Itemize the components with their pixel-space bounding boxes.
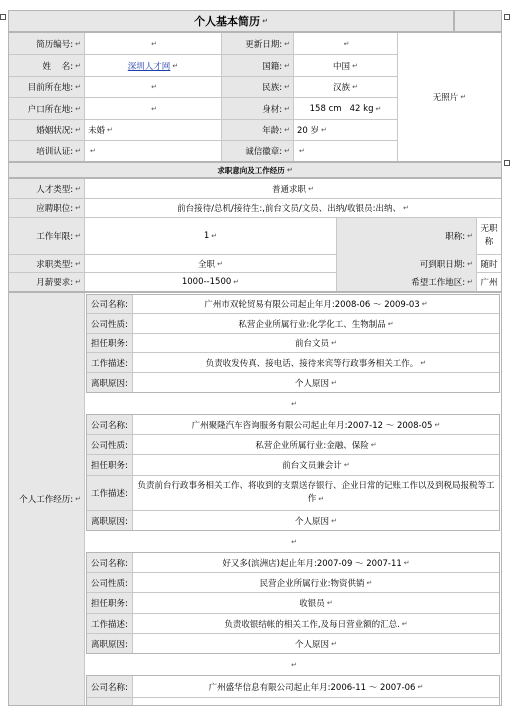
ethnicity-label: 民族: ↵ (262, 83, 290, 93)
job-position-label: 担任职务: (91, 339, 128, 349)
nature-label: 公司性质: (91, 578, 128, 589)
leave-value: 个人原因 ↵ (295, 516, 337, 527)
age-value: 20 岁 ↵ (297, 126, 327, 136)
company-label: 公司名称: (91, 420, 128, 431)
credit-label: 诚信徽章: ↵ (245, 147, 290, 157)
page-title: 个人基本简历 ↵ (194, 15, 268, 28)
nature-label: 公司性质: (91, 319, 128, 330)
nature-value: 私营企业所属行业:化学化工、生物制品 ↵ (238, 319, 394, 330)
table-anchor-icon[interactable] (0, 14, 6, 20)
company-value: 广州盛华信息有限公司起止年月:2006-11 ～ 2007-06 ↵ (208, 682, 424, 693)
desc-value: 负责收银结帐的相关工作,及每日营业额的汇总. ↵ (224, 619, 408, 630)
talent-type-value: 普通求职 ↵ (272, 184, 314, 195)
arrival-label: 可到职日期: ↵ (419, 259, 473, 270)
job-position-label: 担任职务: (91, 461, 128, 471)
training-value: ↵ (90, 147, 96, 155)
company-value: 广州市双轮贸易有限公司起止年月:2008-06 ～ 2009-03 ↵ (204, 300, 428, 310)
body-value: 158 cm 42 kg ↵ (309, 103, 382, 114)
nationality-value: 中国 ↵ (333, 61, 358, 72)
leave-label: 离职原因: (91, 639, 128, 650)
spacer-mark: ↵ (291, 538, 297, 546)
title-label: 职称: ↵ (445, 232, 473, 242)
years-value: 1 ↵ (203, 231, 218, 241)
area-label: 希望工作地区: ↵ (411, 278, 473, 288)
body-label: 身材: ↵ (262, 104, 290, 115)
spacer-mark: ↵ (291, 661, 297, 669)
company-label: 公司名称: (91, 558, 128, 569)
job-position-value: 前台文员兼会计 ↵ (282, 461, 350, 471)
residence-value: ↵ (151, 83, 157, 91)
hukou-label: 户口所在地: ↵ (27, 104, 81, 115)
nature-value: 民营企业所属行业:物资供销 ↵ (259, 578, 373, 589)
years-label: 工作年限: ↵ (36, 232, 81, 242)
leave-label: 离职原因: (91, 516, 128, 527)
job-type-label: 求职类型: ↵ (36, 259, 81, 270)
hukou-value: ↵ (151, 104, 157, 113)
marital-value: 未婚 ↵ (88, 126, 113, 136)
desc-label: 工作描述: (91, 358, 128, 369)
training-label: 培训认证: ↵ (36, 147, 81, 157)
arrival-value: 随时 (480, 259, 498, 270)
resume-no-label: 简历编号: ↵ (36, 39, 81, 50)
job-position-label: 担任职务: (91, 599, 128, 609)
name-value[interactable]: 深圳人才网 ↵ (127, 61, 179, 72)
leave-value: 个人原因 ↵ (295, 639, 337, 650)
position-label: 应聘职位: ↵ (36, 204, 81, 214)
company-label: 公司名称: (91, 300, 128, 310)
marital-label: 婚姻状况: ↵ (36, 126, 81, 136)
desc-value: 负责前台行政事务相关工作、将收到的支票送存银行、企业日常的记账工作以及到税局报税等工作 ↵ (137, 481, 495, 504)
job-position-value: 前台文员 ↵ (295, 339, 337, 349)
company-value: 广州聚隆汽车咨询服务有限公司起止年月:2007-12 ～ 2008-05 ↵ (191, 420, 441, 431)
credit-value: ↵ (299, 147, 305, 155)
nature-label: 公司性质: (91, 440, 128, 451)
talent-type-label: 人才类型: ↵ (36, 184, 81, 195)
leave-value: 个人原因 ↵ (295, 378, 337, 389)
job-type-value: 全职 ↵ (198, 259, 223, 270)
area-value: 广州 (480, 278, 498, 288)
update-date-value: ↵ (343, 39, 350, 48)
nature-value: 私营企业所属行业:金融、保险 ↵ (255, 440, 377, 451)
title-value: 无职称 (480, 224, 498, 247)
position-value: 前台接待/总机/接待生:,前台文员/文员、出纳/收银员:出纳、 ↵ (177, 204, 409, 214)
name-label: 姓 名: ↵ (42, 61, 81, 72)
table-end-marker-icon (504, 14, 510, 20)
company-label: 公司名称: (91, 682, 128, 693)
desc-value: 负责收发传真、接电话、接待来宾等行政事务相关工作。 ↵ (205, 358, 427, 369)
salary-value: 1000--1500 ↵ (181, 277, 240, 287)
age-label: 年龄: ↵ (262, 126, 290, 136)
nationality-label: 国籍: ↵ (262, 61, 290, 72)
desc-label: 工作描述: (91, 619, 128, 630)
ethnicity-value: 汉族 ↵ (333, 83, 358, 93)
resume-no-value: ↵ (151, 39, 157, 48)
experience-label: 个人工作经历: ↵ (19, 495, 81, 505)
title-bar-right (454, 10, 502, 32)
company-value: 好又多(滨洲店)起止年月:2007-09 ～ 2007-11 ↵ (222, 558, 410, 569)
spacer-mark: ↵ (291, 400, 297, 408)
photo-placeholder: 无照片 ↵ (432, 93, 467, 103)
leave-label: 离职原因: (91, 378, 128, 389)
update-date-label: 更新日期: ↵ (245, 39, 290, 50)
section-end-marker-icon (504, 160, 510, 166)
intent-section-title: 求职意向及工作经历 ↵ (217, 165, 293, 175)
desc-label: 工作描述: (91, 489, 128, 499)
salary-label: 月薪要求: ↵ (36, 278, 81, 288)
residence-label: 目前所在地: ↵ (27, 83, 81, 93)
job-position-value: 收银员 ↵ (299, 599, 333, 609)
